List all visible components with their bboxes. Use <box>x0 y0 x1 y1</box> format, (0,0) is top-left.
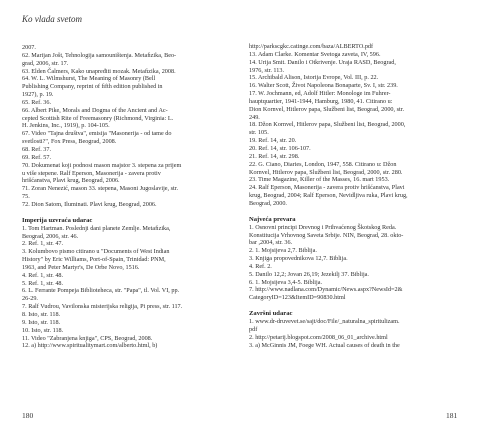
note-line: 5. Ref. 1, str. 48. <box>22 279 64 287</box>
note-line: 68. Ref. 37. <box>22 145 52 153</box>
note-line: 6. 1. Mojsijeva 3,4-5. Biblija. <box>249 278 323 286</box>
note-line: CategoryID=123&ItemID=90830.html <box>249 294 346 302</box>
note-line: grad, 2006, str. 17. <box>22 59 69 67</box>
note-line: cepted Scottish Rite of Freemasonry (Richmond, Virginia: L. <box>22 114 174 122</box>
note-line: svetlosti?", Fox Press, Beograd, 2008. <box>22 138 117 146</box>
note-line: 3. Kolumbovo pismo citirano u "Documents of West Indian <box>22 248 170 256</box>
note-line: 72. Dion Satom, Iluminati. Plavi krug, Beograd, 2006. <box>22 200 157 208</box>
right-column-notes <box>249 43 462 350</box>
note-line: 75. <box>22 193 30 201</box>
section-title-imperija: Imperija uzvraća udarac <box>22 216 93 224</box>
note-line: 26-29. <box>22 295 38 303</box>
note-line: hauptquartier, 1941-1944, Hamburg, 1980, 41. Citirano u: <box>249 97 393 105</box>
note-line: pdf <box>249 326 258 333</box>
note-line: 16. Walter Scott, Život Napoleona Bonaparte, Sv. I, str. 239. <box>249 82 398 90</box>
note-line: Dion Kornvel, Hitlerov papa, Službeni list, Beograd, 2000, str. <box>249 105 405 113</box>
note-line: 20. Ref. 14, str. 106-107. <box>249 144 311 152</box>
note-line: 24. Ralf Eperson, Masonerija - zavera protiv hrišćanstva, Plavi <box>249 184 405 192</box>
note-line: 2. Ref. 1, str. 47. <box>22 240 64 248</box>
running-title: Ko vlada svetom <box>22 14 82 24</box>
left-notes-group-2 <box>22 225 235 351</box>
note-line: Beograd, 2000. <box>249 199 287 207</box>
section-title-zavrsni-udarac: Završni udarac <box>249 310 293 318</box>
note-line: 249. <box>249 113 260 121</box>
right-notes-group-2 <box>249 224 462 302</box>
note-line: str. 105. <box>249 129 269 137</box>
note-line: 19. Ref. 14, str. 20. <box>249 137 297 145</box>
note-line: History" by Eric Williams, Port-of-Spain, Trinidad: PNM, <box>22 256 166 264</box>
note-line: 1. www.dr-druvevet.se/sajt/doc/File/_naturalna_spiritulizam. <box>249 318 400 326</box>
note-line: H. Jenkins, Inc., 1919), p. 104-105. <box>22 122 110 130</box>
note-line: 4. Ref. 1, str. 48. <box>22 271 64 279</box>
note-line: 3. a) McGinnis JM, Foege WH. Actual causes of death in the <box>249 341 400 349</box>
note-line: u više stepene. Ralf Eperson, Masonerija - zavera protiv <box>22 169 161 177</box>
note-line: 69. Ref. 57. <box>22 153 52 161</box>
page-number-right: 181 <box>446 411 458 420</box>
right-notes-group-3 <box>249 318 462 349</box>
note-line: 8. Isto, str. 118. <box>22 311 61 318</box>
note-line: 64. W. L. Wilmshurst, The Meaning of Masonry (Bell <box>22 75 156 83</box>
note-line: 1. Tom Hartman. Poslednji dani planete Zemlje. Metaﬁzika, <box>22 224 171 232</box>
note-line: 1976, str. 113. <box>249 66 285 74</box>
note-line: 2. 1. Mojsijeva 2,7. Biblija. <box>249 247 317 255</box>
note-line: 10. Isto, str. 118. <box>22 326 64 334</box>
note-line: 62. Marijan Jošt, Tehnologija samouništenja. Metaﬁzika, Beo- <box>22 51 177 59</box>
section-spacer <box>22 209 235 217</box>
note-line: 11. Video "Zabranjena knjiga", CPS, Beograd, 2008. <box>22 334 153 342</box>
note-line: 13. Adam Clarke. Komentar Svetoga zaveta, IV, 596. <box>249 50 381 58</box>
note-line: 12. a) http://www.spiritualitymart.com/alberto.html, b) <box>22 342 158 350</box>
note-line: 1. Osnovni principi Drevnog i Prihvaćenog Škotskog Reda. <box>249 223 397 231</box>
note-line: 22. G. Ciano, Diaries, London, 1947, 558. Citirano u: Džon <box>249 160 397 168</box>
note-line: 63. Elden Čalmers, Kako unapređiti mozak. Metaﬁzika, 2008. <box>22 67 176 75</box>
note-line: 7. Ralf Vudrou, Vavilonska misterijska religija, Pi press, str. 117. <box>22 303 183 311</box>
note-line: Beograd, 2006, str. 46. <box>22 232 79 240</box>
note-line: 65. Ref. 36. <box>22 98 52 106</box>
note-line: 2007. <box>22 44 36 51</box>
note-line: Konstitucija Vrhovnog Saveta Srbije. NIN, Beograd, 28. okto- <box>249 231 404 239</box>
note-line: 17. W. Jochmann, ed, Adolf Hitler: Monologe im Fuhrer- <box>249 90 391 98</box>
note-line: 18. Džon Kornvel, Hitlerov papa, Službeni list, Beograd, 2000, <box>249 121 406 129</box>
left-column-notes <box>22 44 235 350</box>
note-line: 2. http://petarij.blogspot.com/2008_06_01_archive.html <box>249 333 388 341</box>
note-line: 21. Ref. 14, str. 298. <box>249 152 300 160</box>
note-line: http://parkscgkc.catinge.com/baza/ALBERTO.pdf <box>249 43 374 50</box>
note-line: 14. Urija Smit. Danilo i Otkrivenje. Uraja RASD, Beograd, <box>249 58 396 66</box>
note-line: 15. Archibald Alison, Istorija Evrope, Vol. III, p. 22. <box>249 74 379 82</box>
note-line: 1963, and Peter Martyr's, De Orbe Novo, 1516. <box>22 263 140 271</box>
page-number-left: 180 <box>22 411 34 420</box>
note-line: 70. Dokumenat koji podnosi mason majstor 3. stepena za prijem <box>22 161 182 169</box>
note-line: 9. Isto, str. 118. <box>22 318 61 326</box>
note-line: Publishing Company, reprint of ﬁfth edition published in <box>22 83 163 91</box>
section-spacer <box>249 302 462 310</box>
note-line: 1927), p. 19. <box>22 91 54 99</box>
note-line: 6. L. Ferrante Pompeja Biblioteheca, str. "Papa", tl. Vol. VI, pp. <box>22 287 180 295</box>
note-line: 66. Albert Pike, Morals and Dogma of the Ancient and Ac- <box>22 106 168 114</box>
note-line: bar ,2004, str. 36. <box>249 239 293 247</box>
section-title-najveca-prevara: Najveća prevara <box>249 215 296 223</box>
left-notes-group-1 <box>22 44 235 209</box>
note-line: 3. Knjiga propovednikova 12,7. Biblija. <box>249 255 348 263</box>
note-line: 4. Ref. 2. <box>249 262 272 270</box>
note-line: 23. Time Magazine, Killer of the Masses, 16. mart 1953. <box>249 176 390 184</box>
note-line: 71. Zoran Nenezić, mason 33. stepena, Masoni Jugoslavije, str. <box>22 185 179 193</box>
note-line: 5. Danilo 12,2; Jovan 26,19; Jezekilj 37. Biblija. <box>249 270 369 278</box>
note-line: 7. http://www.nadlana.com/Dynamic/News.aspx?NewsId=2& <box>249 286 403 294</box>
note-line: 67. Video "Tajna društva", emisija "Masonerija - od tame do <box>22 130 172 138</box>
note-line: Kornvel, Hitlerov papa, Službeni list, Beograd, 2000, str. 280. <box>249 168 403 176</box>
note-line: krug, Beograd, 2004; Ralf Eperson, Nevidljiva ruka, Plavi krug, <box>249 192 408 200</box>
right-notes-group-1 <box>249 43 462 208</box>
note-line: hrišćanstva, Plavi krug, Beograd, 2006. <box>22 177 120 185</box>
section-spacer <box>249 208 462 216</box>
